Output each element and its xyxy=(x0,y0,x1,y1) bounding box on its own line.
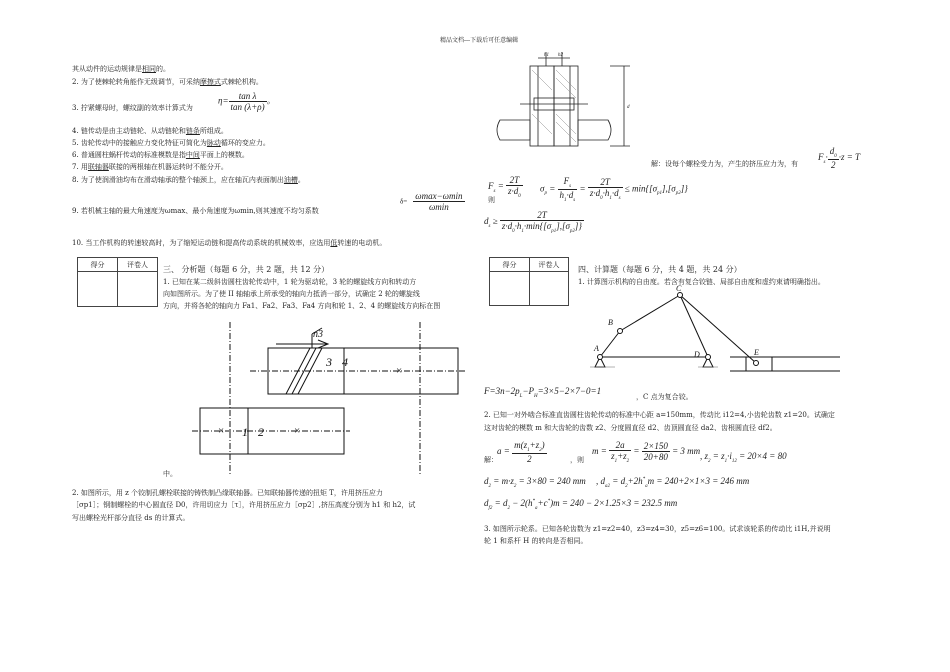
gear-2-label: 2 xyxy=(258,425,264,439)
q1-line-1: 1. 已知在某二级斜齿圆柱齿轮传动中，1 轮为驱动轮，3 轮的螺旋线方向和转动方 xyxy=(163,278,417,286)
gear-1-label: 1 xyxy=(242,425,248,439)
bearing-stress-eq: $\sigma_p$ = $\frac{F_s}{h_1\cdot d_s}$ = $\frac{2T}{z\cdot d_0\cdot h_1\cdot d_s}$ ≤ $\min\{[\sigma_{p1}],[\sigma_{p2}]\}$ xyxy=(540,176,688,203)
q1-line-3: 方向，并将各轮的轴向力 Fa1、Fa2、Fa3、Fa4 方向和轮 1、2、4 的螺旋线方向标在图 xyxy=(163,302,441,310)
joint-a-label: A xyxy=(594,344,599,353)
d-label: d xyxy=(627,105,630,110)
joint-c-label: C xyxy=(676,284,682,293)
speed-fluctuation-formula: δ= $\frac{\omega\max-\omega\min}{\omega\min}$ xyxy=(400,191,463,212)
teeth-z2-eq: , $z_2 = z_1\cdot i_{12} = 20\times 4 = 80$ xyxy=(700,451,787,464)
joint-b-label: B xyxy=(608,318,613,327)
linkage-mechanism-figure xyxy=(590,285,850,385)
h2-label: h2 xyxy=(558,53,563,58)
fill-item-6: 6. 普通圆柱蜗杆传动的标准模数是指中间平面上的模数。 xyxy=(72,151,249,159)
fill-item-2: 2. 为了使棘轮转角能作无级调节，可采纳摩擦式式棘轮机构。 xyxy=(72,78,263,86)
root-diameter-eq: $d_{f2} = d_2 - 2(h^*_a+c^*)m = 240 - 2\times 1.25\times 3 = 232.5$ mm xyxy=(484,498,678,511)
h1-label: h1 xyxy=(544,53,549,58)
fill-item-7: 7. 用联轴器联接的两根轴在机器运转时不能分开。 xyxy=(72,163,228,171)
bolt-diameter-eq: $d_s$ ≥ $\frac{2T}{z\cdot d_0\cdot h_1\cdot\min\{[\sigma_{p1}],[\sigma_{p2}]\}}$ xyxy=(484,210,583,234)
q2-line-3: 写出螺栓光杆部分直径 ds 的计算式。 xyxy=(72,514,190,522)
score-box-left xyxy=(77,257,158,307)
p1-text: 1. 计算图示机构的自由度。若含有复合铰链、局部自由度和虚约束请明确指出。 xyxy=(578,278,825,286)
gear-3-label: 3 xyxy=(326,355,332,369)
reviewer-label: 评卷人 xyxy=(127,261,148,269)
page-header: 精品文档---下载后可任意编辑 xyxy=(440,37,519,44)
q1-end: 中。 xyxy=(163,470,177,478)
helical-gear-figure xyxy=(190,318,470,478)
joint-e-label: E xyxy=(754,348,759,357)
then-label-2: ，则 xyxy=(570,456,584,464)
grade-label: 得分 xyxy=(90,261,105,269)
n3-label: n3 xyxy=(313,329,323,340)
pitch-diameter-eq: $d_2 = m\cdot z_2 = 3\times 80 = 240$ mm xyxy=(484,476,586,489)
gear-2-center-mark: × xyxy=(294,425,301,437)
p3-line-1: 3. 如图所示轮系。已知各轮齿数为 z1=z2=40，z3=z4=30，z5=z6=100。试求该轮系的传动比 i1H,并说明 xyxy=(484,525,831,533)
fill-item-4: 4. 链传动是由主动链轮、从动链轮和链条所组成。 xyxy=(72,127,228,135)
dof-note: ，C 点为复合铰。 xyxy=(636,393,693,401)
fill-item-10: 10. 当工作机构的转速较高时，为了缩短运动链和提高传动系统的机械效率，应选用低转速的电动机。 xyxy=(72,239,387,247)
module-eq: m = $\frac{2a}{z_1+z_2}$ = $\frac{2\times 150}{20+80}$ = 3 mm xyxy=(592,440,701,464)
fill-item-8: 8. 为了使润滑油均布在滑动轴承的整个轴颈上，应在轴瓦内表面制出油槽。 xyxy=(72,176,305,184)
fill-item-5: 5. 齿轮传动中的接触应力变化特征可简化为脉动循环的变应力。 xyxy=(72,139,270,147)
gear-4-center-mark: × xyxy=(396,365,403,377)
joint-d-label: D xyxy=(694,350,700,359)
section-4-title: 四、计算题（每题 6 分，共 4 题，共 24 分） xyxy=(578,265,742,274)
fs-expression: $F_s$ = $\frac{2T}{z\cdot d_0}$ xyxy=(488,175,521,199)
fill-item-1: 其从动件的运动规律是相同的。 xyxy=(72,65,170,73)
fill-item-3: 3. 拧紧螺母时，螺纹副的效率计算式为 xyxy=(72,104,193,112)
gear-4-label: 4 xyxy=(342,355,348,369)
then-label: 则 xyxy=(488,196,495,204)
p3-line-2: 轮 1 和系杆 H 的转向是否相同。 xyxy=(484,537,588,545)
center-distance-eq: a = $\frac{m(z_1+z_2)}{2}$ xyxy=(497,440,545,464)
solution-intro: 解：设每个螺栓受力为，产生的挤压应力为，有 xyxy=(651,160,798,168)
reviewer-label-right: 评卷人 xyxy=(538,261,560,269)
dof-equation: $F=3n-2p_L-P_H=3\times 5-2\times 7-0=1$ xyxy=(484,386,602,399)
gear-1-center-mark: × xyxy=(218,425,225,437)
q1-line-2: 向如图所示。为了使 II 轴轴承上所承受的轴向力抵消一部分，试确定 2 轮的螺旋线 xyxy=(163,290,420,298)
p2-line-2: 这对齿轮的模数 m 和大齿轮的齿数 z2、分度圆直径 d2、齿顶圆直径 da2、齿根圆直径 df2。 xyxy=(484,424,777,432)
addendum-diameter-eq: , $d_{a2} = d_2+2h^*_am = 240+2\times 1\times 3 = 246$ mm xyxy=(596,476,750,489)
solution-label: 解： xyxy=(484,456,498,464)
p2-line-1: 2. 已知一对外啮合标准直齿圆柱齿轮传动的标准中心距 a=150mm，传动比 i12=4,小齿轮齿数 z1=20。试确定 xyxy=(484,411,835,419)
fill-item-9: 9. 若机械主轴的最大角速度为ωmax、最小角速度为ωmin,则其速度不均匀系数 xyxy=(72,207,319,215)
score-box-right xyxy=(489,257,569,306)
grade-label-right: 得分 xyxy=(502,261,517,269)
q2-line-2: ［σp1］；钢制螺栓的中心圆直径 D0，许用切应力［τ］，许用挤压应力［σp2］,挤压高度分别为 h1 和 h2，试 xyxy=(72,501,416,509)
section-3-title: 三、 分析题（每题 6 分，共 2 题，共 12 分） xyxy=(163,265,330,274)
efficiency-formula: η= $\frac{\text{tan λ}}{\tan (\lambda+\rho)}$ 。 xyxy=(218,91,276,112)
force-balance-eq: $F_s\cdot$ $\frac{d_0}{2}$ ·z = T xyxy=(818,146,861,170)
flange-coupling-figure xyxy=(490,48,660,168)
q2-line-1: 2. 如图所示，用 z 个铰制孔螺栓联接的铸铁制凸缘联轴器。已知联轴器传递的扭矩 T，许用挤压应力 xyxy=(72,489,383,497)
